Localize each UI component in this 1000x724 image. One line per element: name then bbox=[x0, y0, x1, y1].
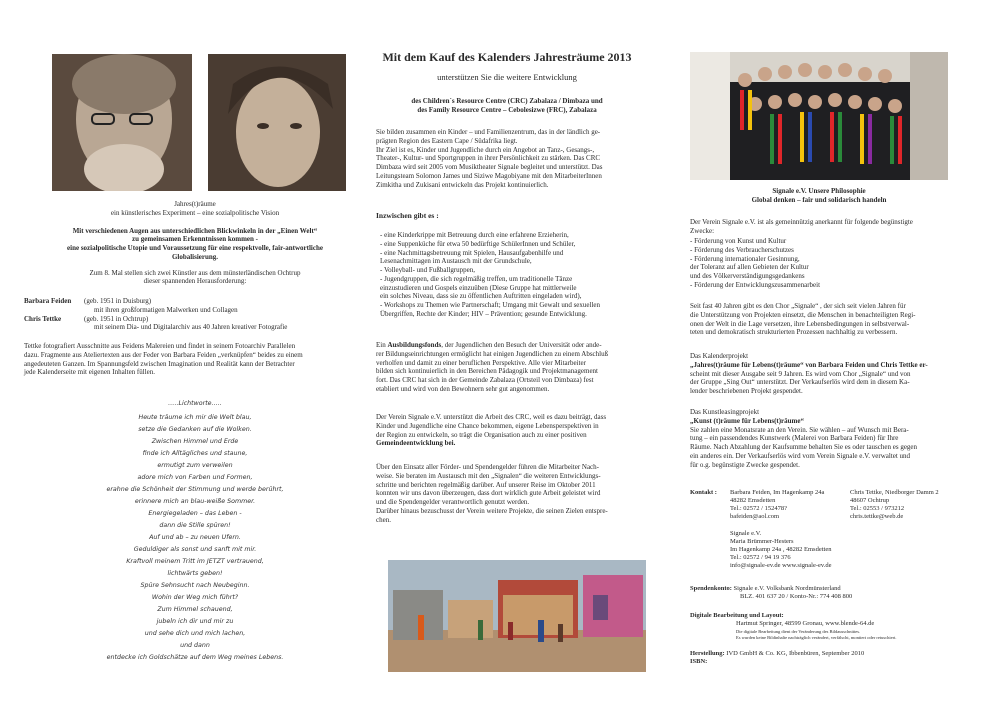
mid-para3 bbox=[376, 413, 666, 448]
list-item: - Förderung internationaler Gesinnung, bbox=[690, 254, 800, 263]
bold-line: Mit verschiedenen Augen aus unterschiedlichen Blickwinkeln in der „Einen Welt“ bbox=[72, 226, 318, 235]
kontakt-section bbox=[690, 489, 970, 570]
para-line: Darüber hinaus bezuschusst der Verein weitere Projekte, die seinen Zielen entspre- bbox=[376, 506, 608, 515]
para-line: scheint mit dieser Ausgabe seit 9 Jahren. Es wird vom Chor „Signale“ und von bbox=[690, 369, 911, 378]
kunst-bold: „Kunst (t)räume für Lebens(t)räume“ bbox=[690, 416, 804, 425]
right-para1 bbox=[690, 218, 965, 236]
poem-line: und sehe dich und mich lachen, bbox=[144, 630, 246, 637]
list-item: Lesenachmittagen im Austausch mit der Grundschule, bbox=[380, 257, 532, 266]
para-line: Der Verein Signale e.V. ist als gemeinnützig anerkannt für folgende begünstigte bbox=[690, 218, 913, 226]
para-line: Über den Einsatz aller Förder- und Spendengelder führen die Mitarbeiter Nach- bbox=[376, 463, 599, 471]
mid-para2 bbox=[376, 341, 666, 394]
mid-para1 bbox=[376, 128, 666, 189]
kalender-section bbox=[690, 352, 970, 396]
caption-title: Signale e.V. Unsere Philosophie bbox=[772, 187, 866, 195]
para-line: Leitungsteam Solomon James und Siziwe Magobiyane mit den MitarbeiterInnen bbox=[376, 171, 602, 180]
herstellung-section bbox=[690, 650, 970, 666]
artist-paragraph bbox=[24, 342, 364, 377]
para-line: Dimbaza wird seit 2005 vom Musiktheater Signale begleitet und unterstützt. Das bbox=[376, 163, 603, 171]
contact-email[interactable]: chris.tettke@web.de bbox=[850, 513, 904, 521]
para-line: konnten wir uns davon überzeugen, dass dort wirklich gute Arbeit geleistet wird bbox=[376, 489, 601, 498]
para-line: schritte und berichten regelmäßig darüber. Auf unserer Reise im Oktober 2011 bbox=[376, 480, 596, 489]
list-item: - Förderung von Kunst und Kultur bbox=[690, 237, 787, 245]
jahrestraume-title: Jahres(t)räume bbox=[174, 200, 216, 208]
list-item: einzustudieren und Gospels einzuüben (Diese Gruppe hat mittlerweile bbox=[380, 283, 577, 292]
contact-line: 48282 Emsdetten bbox=[730, 497, 776, 505]
kunst-title: Das Kunstleasingprojekt bbox=[690, 408, 760, 416]
list-item: der Toleranz auf allen Gebieten der Kultur bbox=[690, 263, 809, 272]
poem-line: Energiegeladen – das Leben - bbox=[148, 510, 242, 517]
jahrestraume-subtitle: ein künstlerisches Experiment – eine sozialpolitische Vision bbox=[110, 208, 280, 217]
poem-line: und dann bbox=[180, 642, 210, 649]
list-item: - eine Suppenküche für etwa 50 bedürftige SchülerInnen und Schüler, bbox=[380, 239, 576, 248]
paragraph-line: Tettke fotografiert Ausschnitte aus Feidens Malereien und findet in seinem Fotoarchiv Parallelen bbox=[24, 342, 296, 350]
org-line: des Children´s Resource Centre (CRC) Zabalaza / Dimbaza und bbox=[411, 97, 603, 105]
main-subheading: unterstützen Sie die weitere Entwicklung bbox=[437, 72, 577, 82]
contact-line: Signale e.V. bbox=[730, 529, 762, 537]
poem bbox=[30, 398, 360, 664]
list-item: - Workshops zu Themen wie Partnerschaft; Umgang mit Gewalt und sexuellen bbox=[380, 301, 601, 309]
para-line: lender beschriebenen Projekt gespendet. bbox=[690, 387, 803, 395]
portrait-photo-man bbox=[52, 54, 192, 191]
bold-line: eine sozialpolitische Utopie und Voraussetzung für eine respektvolle, fair-antwortliche bbox=[67, 244, 323, 252]
list-item: und des Völkerverständigungsgedankens bbox=[690, 272, 805, 280]
poem-line: erinnere mich an blau-weiße Sommer. bbox=[134, 498, 256, 505]
para-line: der Region zu entwickeln, so trägt die Organisation auch zu einer positiven bbox=[376, 430, 587, 439]
para-line: für o.g. begünstigte Zwecke gespendet. bbox=[690, 460, 800, 469]
para-line: Räume. Nach Abzahlung der Kaufsumme behalten Sie es oder tauschen es gegen bbox=[690, 443, 918, 451]
para-line: weise. Sie beraten im Austausch mit den „Signalen“ die weiteren Entwicklungs- bbox=[376, 471, 601, 480]
para-line: tung – ein passendendes Kunstwerk (Malerei von Barbara Feiden) für Ihre bbox=[690, 434, 899, 443]
para-line: fort. Das CRC hat sich in der Gemeinde Zabalaza (Ortsteil von Dimbaza) fest bbox=[376, 376, 594, 384]
inzwischen-heading: Inzwischen gibt es : bbox=[376, 211, 439, 220]
poem-line: Zum Himmel schauend, bbox=[157, 606, 233, 613]
isbn-label: ISBN: bbox=[690, 658, 708, 666]
intro-line: Zum 8. Mal stellen sich zwei Künstler aus dem münsterländischen Ochtrup bbox=[89, 268, 301, 277]
main-heading: Mit dem Kauf des Kalenders Jahresträume 2013 bbox=[382, 50, 632, 64]
contact-signale bbox=[690, 530, 970, 571]
contact-line: Tel.: 02553 / 973212 bbox=[850, 505, 905, 513]
list-item: Übergriffen, Rechte der Kinder; HIV – Prävention; gesunde Entwicklung. bbox=[380, 309, 587, 318]
poem-line: dann die Stille spüren! bbox=[159, 522, 231, 529]
right-para2 bbox=[690, 302, 970, 337]
para-line: Theater-, Kultur- und Sportgruppen in ihrer Persönlichkeit zu stärken. Das CRC bbox=[376, 154, 601, 163]
kunst-section bbox=[690, 408, 970, 469]
para-line: Sie zahlen eine Monatsrate an den Verein. Sie wählen – auf Wunsch mit Bera- bbox=[690, 425, 909, 434]
contact-line: Chris Tettke, Niedborger Damm 2 bbox=[850, 489, 939, 496]
poem-line: setze die Gedanken auf die Wolken. bbox=[138, 426, 252, 433]
note-line: Die digitale Bearbeitung dient der Veränderung des Bildausschnittes. bbox=[736, 629, 861, 635]
para-line: prägten Region des Eastern Cape / Südafrika liegt. bbox=[376, 136, 518, 145]
contact-line: Barbara Feiden, Im Hagenkamp 24a bbox=[730, 489, 825, 496]
contact-tettke bbox=[850, 489, 970, 522]
poem-line: Spüre Sehnsucht nach Neubeginn. bbox=[140, 582, 250, 589]
para-line: Gemeindeentwicklung bei. bbox=[376, 439, 456, 448]
herstellung-value: IVD GmbH & Co. KG, Ibbenbüren, September 2010 bbox=[726, 650, 865, 657]
contact-line: 48607 Ochtrup bbox=[850, 497, 890, 505]
digital-note bbox=[690, 629, 970, 640]
bold-intro bbox=[30, 227, 360, 262]
list-item: - eine Nachmittagsbetreuung mit Spielen, Hausaufgabenhilfe und bbox=[380, 248, 564, 257]
para-text: Ein bbox=[376, 341, 388, 349]
services-list bbox=[380, 231, 670, 319]
poem-line: lichtwärts geben! bbox=[167, 570, 223, 577]
herstellung-label: Herstellung: bbox=[690, 650, 725, 657]
choir-photo bbox=[690, 52, 948, 180]
org-line: des Family Resource Centre – Cebolesizwe (FRC), Zabalaza bbox=[417, 105, 597, 114]
intro-line: dieser spannenden Herausforderung: bbox=[143, 277, 247, 286]
contact-line: Maria Brümmer-Hesters bbox=[730, 537, 794, 545]
artist-intro bbox=[30, 200, 360, 286]
intro-text bbox=[30, 269, 360, 287]
para-line: ein anderes ein. Der Verkaufserlös wird vom Verein Signale e.V. verwaltet und bbox=[690, 451, 911, 460]
para-line: Kinder und Jugendliche eine Chance bekommen, eigene Lebensperspektiven in bbox=[376, 421, 599, 430]
list-item: ein solches Niveau, dass sie zu öffentlichen Auftritten eingeladen wird), bbox=[380, 292, 582, 301]
poem-line: finde ich Alltägliches und staune, bbox=[142, 450, 248, 457]
poem-line: ermutigt zum verweilen bbox=[157, 462, 233, 469]
artist2-name: Chris Tettke bbox=[24, 314, 62, 323]
para-line: Der Verein Signale e.V. unterstützt die Arbeit des CRC, weil es dazu beiträgt, dass bbox=[376, 413, 607, 421]
artist1-birth: (geb. 1951 in Duisburg) bbox=[84, 297, 152, 305]
poem-line: Geduldiger als sonst und sanft mit mir. bbox=[133, 546, 257, 553]
poem-line: erahne die Schönheit der Stimmung und werde berührt, bbox=[106, 486, 284, 493]
poem-line: Zwischen Himmel und Erde bbox=[151, 438, 239, 445]
choir-caption bbox=[688, 187, 950, 205]
poem-line: jubeln ich dir und mir zu bbox=[156, 618, 234, 625]
para-line: Sie bilden zusammen ein Kinder – und Familienzentrum, das in der ländlich ge- bbox=[376, 128, 601, 136]
para-line: Zwecke: bbox=[690, 226, 715, 235]
list-item: - Volleyball- und Fußballgruppen, bbox=[380, 266, 476, 274]
list-item: - Förderung des Verbraucherschutzes bbox=[690, 245, 794, 254]
mid-para4 bbox=[376, 463, 666, 524]
ausbildungsfonds-bold: Ausbildungsfonds bbox=[387, 341, 442, 349]
para-line: chen. bbox=[376, 515, 391, 524]
spenden-section bbox=[690, 585, 970, 601]
para-line: und die Spendengelder verantwortlich genutzt werden. bbox=[376, 498, 530, 506]
contact-web[interactable]: info@signale-ev.de www.signale-ev.de bbox=[730, 562, 832, 569]
contact-line: Tel.: 02572 / 152478? bbox=[730, 505, 787, 513]
village-photo bbox=[388, 560, 646, 672]
para-text: , der Jugendlichen den Besuch der Universität oder ande- bbox=[441, 341, 602, 349]
paragraph-line: dazu. Fragmente aus Ateliertexten aus der Feder von Barbara Feiden „verknüpfen“ beides zu einem bbox=[24, 350, 303, 359]
contact-line: Tel.: 02572 / 94 19 376 bbox=[730, 553, 791, 561]
para-line: verholfen und damit zu einer beruflichen Perspektive. Alle vier Mitarbeiter bbox=[376, 358, 586, 367]
poem-line: entdecke ich Goldschätze auf dem Weg meines Lebens. bbox=[106, 654, 284, 661]
para-line: teten und demokratisch strukturierten Prozessen nachhaltig zu verbessern. bbox=[690, 328, 898, 337]
org-names bbox=[372, 97, 642, 115]
poem-line: Wohin der Weg mich führt? bbox=[151, 594, 239, 601]
para-line: Zimkitha und Zukisani entwickeln das Projekt kontinuierlich. bbox=[376, 180, 549, 189]
list-item: - eine Kinderkrippe mit Betreuung durch eine erfahrene Erzieherin, bbox=[380, 231, 569, 239]
kalender-title: Das Kalenderprojekt bbox=[690, 352, 749, 360]
portrait-photo-woman bbox=[208, 54, 346, 191]
digital-label: Digitale Bearbeitung und Layout: bbox=[690, 612, 784, 619]
contact-email[interactable]: bafeiden@aol.com bbox=[730, 513, 780, 521]
para-line: die Unterstützung von Projekten einsetzt, die Menschen in benachteiligten Regi- bbox=[690, 310, 916, 319]
artist1-name: Barbara Feiden bbox=[24, 297, 72, 305]
contact-feiden bbox=[730, 489, 850, 522]
para-line: Ihr Ziel ist es, Kinder und Jugendliche durch ein Angebot an Tanz-, Gesangs-, bbox=[376, 145, 595, 154]
contact-line: Im Hagenkamp 24a , 48282 Emsdetten bbox=[730, 545, 832, 553]
paragraph-line: jede Kalenderseite mit eigenen Inhalten füllen. bbox=[24, 368, 156, 377]
poem-line: adore mich von Farben und Formen, bbox=[137, 474, 253, 481]
digital-credit: Hartmut Springer, 48599 Gronau, www.blende-64.de bbox=[736, 620, 875, 628]
list-item: - Förderung der Entwicklungszusammenarbeit bbox=[690, 280, 821, 289]
para-line: Seit fast 40 Jahren gibt es den Chor „Signale“ , der sich seit vielen Jahren für bbox=[690, 302, 906, 310]
spenden-label: Spendenkonto: bbox=[690, 585, 732, 592]
poem-line: Kraftvoll meinem Tritt im JETZT vertrauend, bbox=[126, 558, 264, 565]
paragraph-line: angedeuteten Ganzen. Im Spannungsfeld zwischen Imagination und Realität kann der Betrachter bbox=[24, 359, 295, 368]
para-line: bilden sich kontinuierlich in den Bereichen Pädagogik und Projektmanagement bbox=[376, 367, 599, 376]
para-line: „Jahres(t)räume für Lebens(t)räume“ von Barbara Feiden und Chris Tettke er- bbox=[690, 360, 928, 369]
list-item: - Jugendgruppen, die sich regelmäßig treffen, um traditionelle Tänze bbox=[380, 274, 573, 283]
para-line: onen der Welt in die Lage versetzen, ihre Lebensbedingungen in selbstverwal- bbox=[690, 319, 910, 328]
bold-line: Globalisierung. bbox=[171, 252, 219, 261]
digital-section bbox=[690, 612, 970, 640]
para-line: rer Bildungseinrichtungen ermöglicht hat einigen Jugendlichen zu einem Abschluß bbox=[376, 349, 609, 358]
poem-line: Heute träume ich mir die Welt blau, bbox=[138, 414, 252, 421]
poem-title: …..Lichtworte….. bbox=[168, 400, 222, 407]
para-line: der Gruppe „Sing Out“ unterstützt. Der Verkaufserlös wird dem in diesem Ka- bbox=[690, 378, 910, 387]
note-line: Es wurden keine Bildinhalte nachträglich verändert, verfälscht, montiert oder retuschiert. bbox=[736, 634, 897, 640]
spenden-line: Signale e.V. Volksbank Nordmünsterland bbox=[733, 585, 841, 592]
caption-sub: Global denken – fair und solidarisch handeln bbox=[751, 195, 887, 204]
artist1-desc: mit ihren großformatigen Malwerken und Collagen bbox=[94, 305, 238, 314]
artists-list bbox=[24, 297, 364, 332]
spenden-line: BLZ. 401 637 20 / Konto-Nr.: 774 408 800 bbox=[740, 593, 853, 601]
artist2-birth: (geb. 1951 in Ochtrup) bbox=[84, 314, 149, 323]
para-line: etabliert und wird von den Bewohnern sehr gut angenommen. bbox=[376, 384, 550, 393]
poem-line: Auf und ab – zu neuen Ufern. bbox=[149, 534, 241, 541]
artist2-desc: mit seinem Dia- und Digitalarchiv aus 40 Jahren kreativer Fotografie bbox=[94, 323, 288, 332]
purposes-list bbox=[690, 237, 965, 290]
bold-line: zu gemeinsamen Erkenntnissen kommen - bbox=[131, 235, 258, 244]
kontakt-label: Kontakt : bbox=[690, 489, 717, 496]
